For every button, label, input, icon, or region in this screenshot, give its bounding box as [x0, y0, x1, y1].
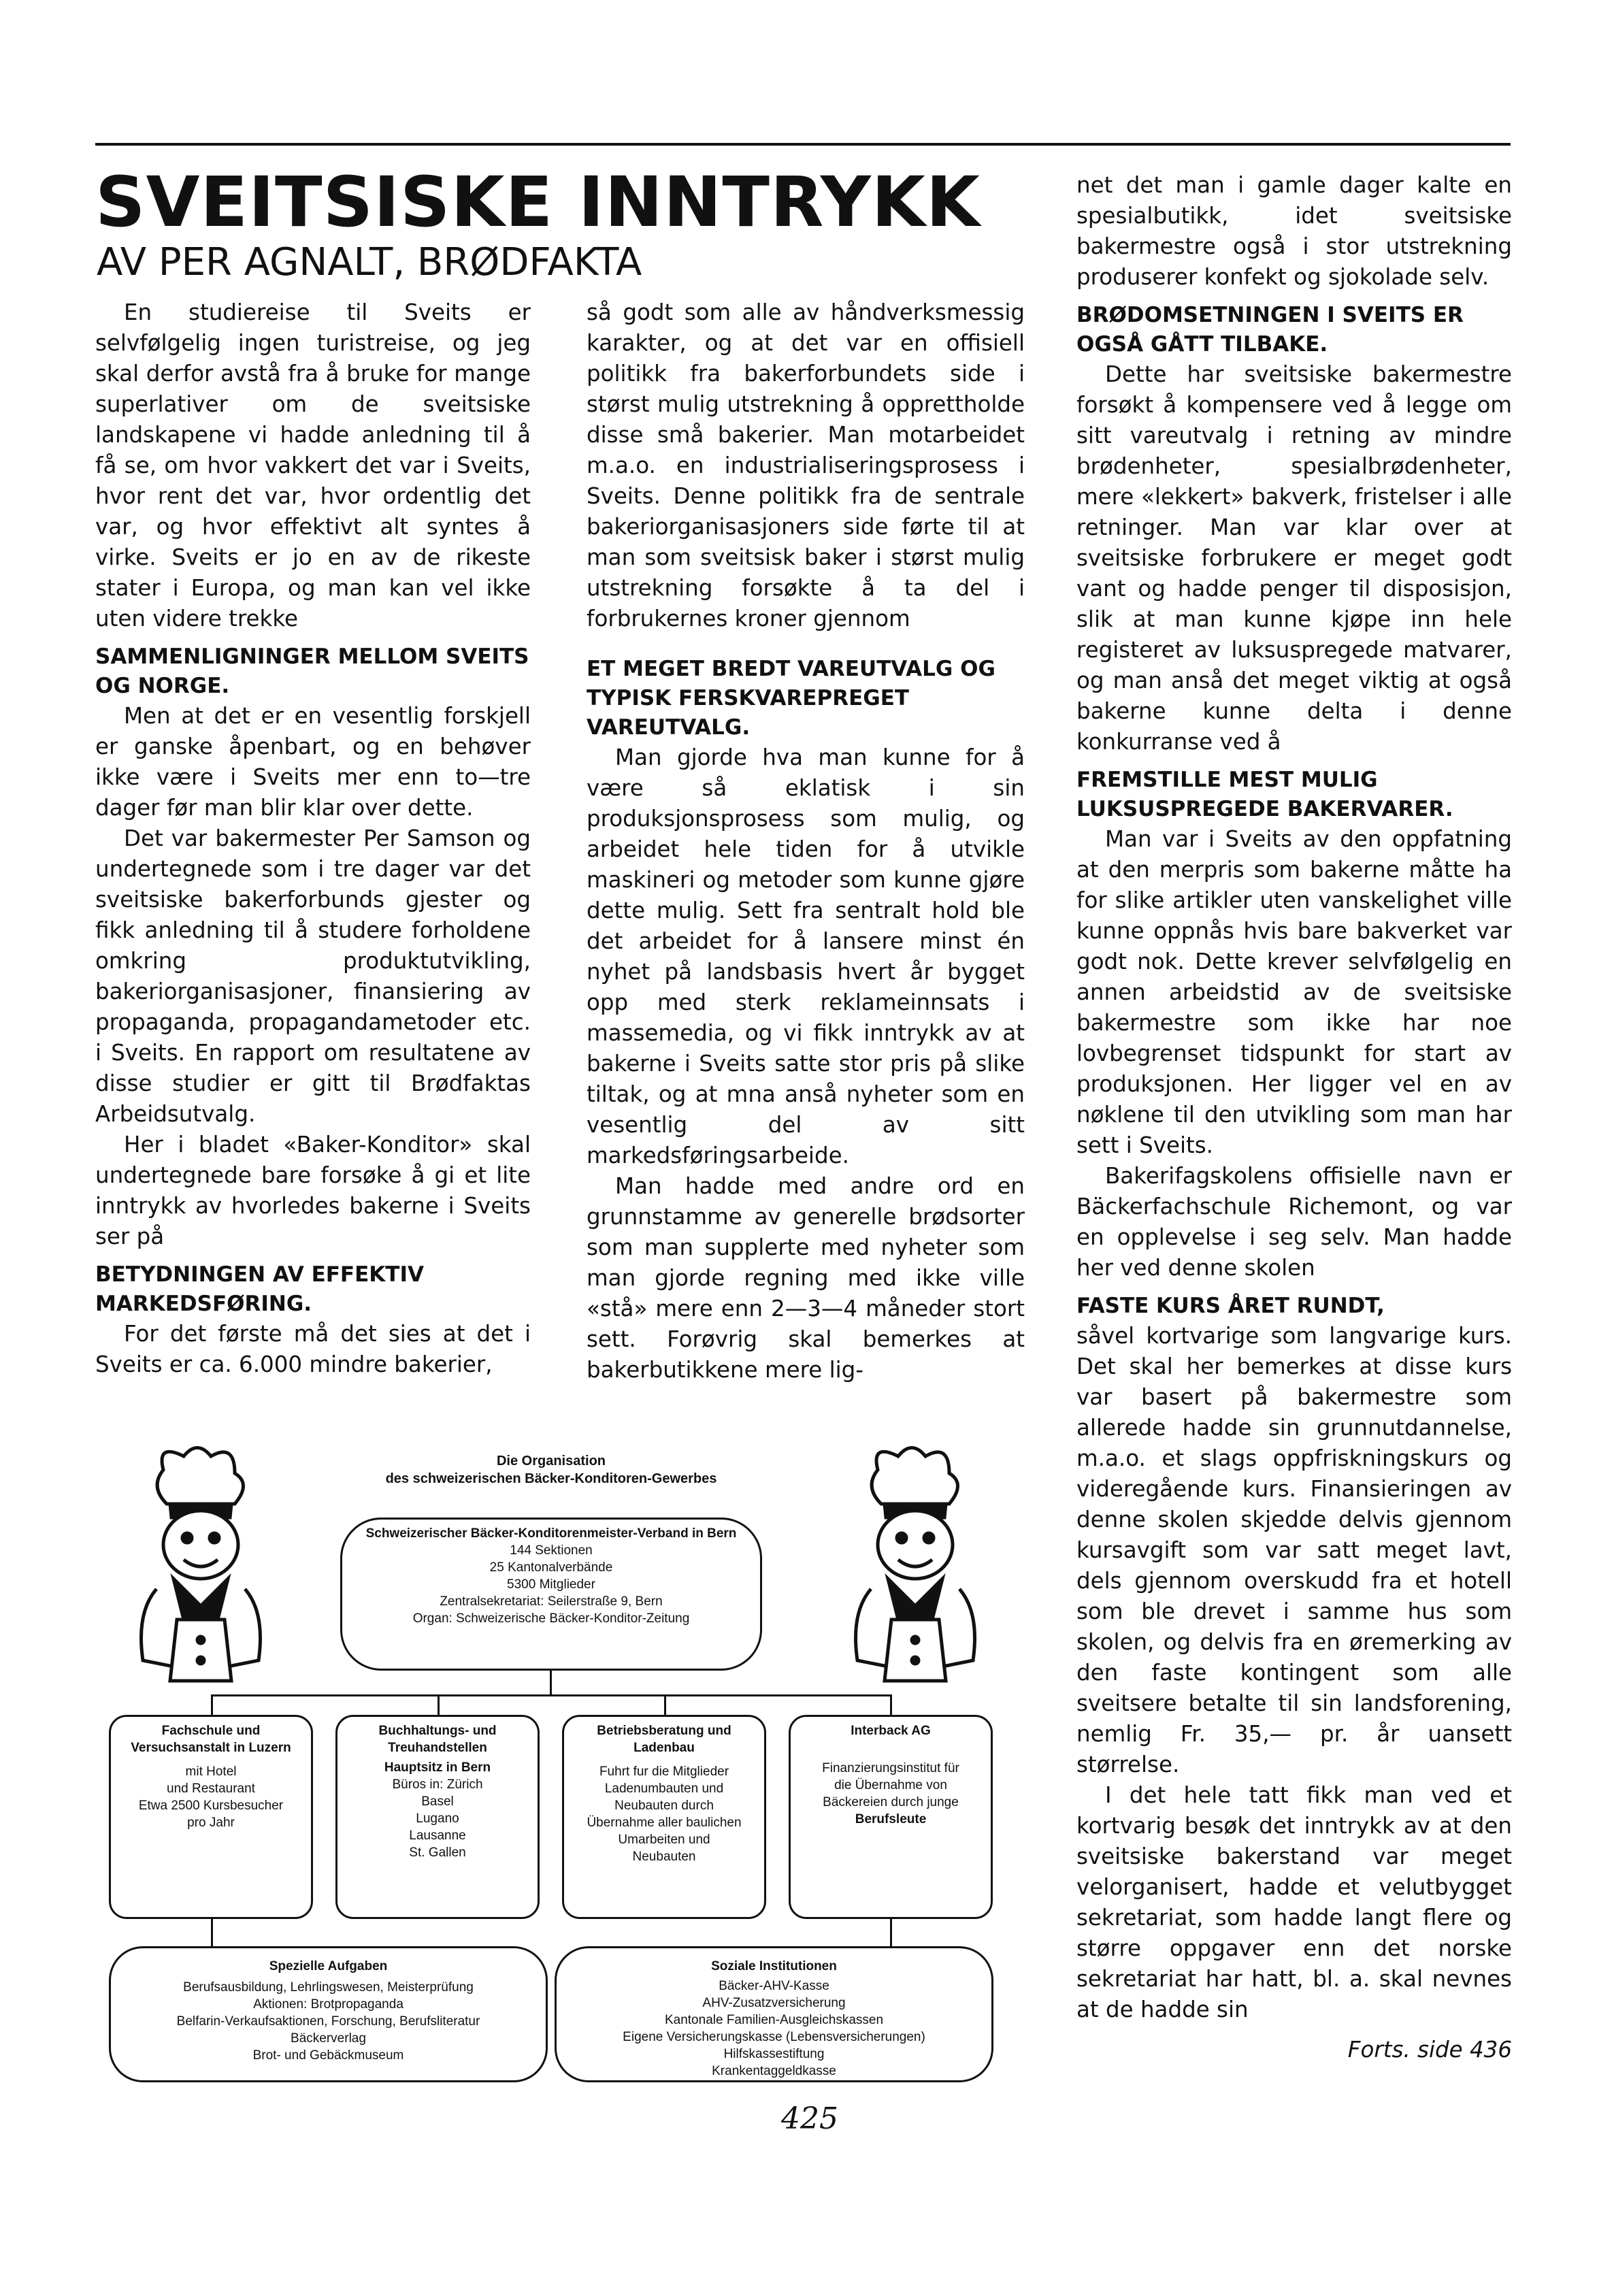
chef-illustration-right: [830, 1443, 1000, 1688]
diagram-heading-line: des schweizerischen Bäcker-Konditoren-Gewerbes: [385, 1471, 717, 1486]
connector-line: [438, 1694, 440, 1715]
section-heading: FREMSTILLE MEST MULIG LUKSUSPREGEDE BAKERVARER.: [1076, 768, 1453, 821]
box-line: Bäckerverlag: [291, 2031, 366, 2046]
paragraph: Man var i Sveits av den oppfatning at den merpris som bakerne måtte ha for slike artikler uten vanskelighet ville kunne oppnås hvis bare bakverket var godt nok. Dette krever selvfølgelig en annen arbeidstid av de sveitsiske bakermestre som ikke har noe lovbegrenset tidspunkt for start av produksjonen. Her ligger vel en av nøklene til den utvikling som man har sett i Sveits.: [1076, 826, 1512, 1158]
paragraph: Det var bakermester Per Samson og undertegnede som i tre dager var det sveitsiske bakerforbunds gjester og fikk anledning til å studere forholdene omkring produktutvikling, bakeriorganisasjoner, finansiering av propaganda, propagandametoder etc. i Sveits. En rapport om resultatene av disse studier er gitt til Brødfaktas Arbeidsutvalg.: [95, 825, 531, 1127]
box-line: Hilfskassestiftung: [723, 2047, 825, 2061]
box-line: Übernahme aller baulichen Umarbeiten und: [587, 1816, 742, 1847]
box-line: AHV-Zusatzversicherung: [702, 1996, 846, 2010]
section-heading: SAMMENLIGNINGER MELLOM SVEITS OG NORGE.: [95, 644, 529, 698]
interback-box: [789, 1715, 993, 1919]
box-title: Spezielle Aufgaben: [269, 1959, 388, 1973]
box-line: Organ: Schweizerische Bäcker-Konditor-Zeitung: [412, 1611, 690, 1626]
connector-line: [211, 1694, 213, 1715]
paragraph: Bakerifagskolens offisielle navn er Bäckerfachschule Richemont, og var en opplevelse i seg selv. Man hadde her ved denne skolen: [1076, 1163, 1512, 1281]
box-line: pro Jahr: [187, 1816, 235, 1830]
box-line: Kantonale Familien-Ausgleichskassen: [664, 2013, 884, 2027]
box-line: Belfarin-Verkaufsaktionen, Forschung, Berufsliteratur: [176, 2014, 480, 2029]
section-heading: FASTE KURS ÅRET RUNDT,: [1076, 1294, 1385, 1318]
box-title: Schweizerischer Bäcker-Konditorenmeister-Verband in Bern: [365, 1526, 737, 1541]
soziale-institutionen-box: [555, 1946, 993, 2082]
box-line: Berufsleute: [855, 1812, 927, 1826]
box-title: Soziale Institutionen: [711, 1959, 837, 1973]
treuhand-box: [335, 1715, 540, 1919]
connector-line: [211, 1919, 213, 1946]
continued-note: Forts. side 436: [1347, 2037, 1512, 2063]
paragraph: Man hadde med andre ord en grunnstamme av generelle brødsorter som man supplerte med nyheter som man gjorde regning med ikke ville «stå» mere enn 2—3—4 måneder stort sett. Forøvrig skal bemerkes at bakerbutikkene mere lig-: [587, 1173, 1025, 1383]
box-subtitle: Hauptsitz in Bern: [384, 1760, 491, 1775]
box-line: die Übernahme von: [834, 1778, 947, 1792]
spezielle-aufgaben-box: [109, 1946, 548, 2082]
box-line: Finanzierungsinstitut für: [822, 1761, 959, 1775]
connector-line: [890, 1694, 892, 1715]
paragraph: For det første må det sies at det i Sveits er ca. 6.000 mindre bakerier,: [95, 1321, 531, 1377]
paragraph: net det man i gamle dager kalte en spesialbutikk, idet sveitsiske bakermestre også i stor utstrekning produserer konfekt og sjokolade selv.: [1076, 172, 1512, 290]
box-line: Bäcker-AHV-Kasse: [719, 1979, 829, 1993]
paragraph: Men at det er en vesentlig forskjell er ganske åpenbart, og en behøver ikke være i Sveits mer enn to—tre dager før man blir klar over dette.: [95, 703, 531, 821]
box-title: Fachschule und Versuchsanstalt in Luzern: [131, 1724, 291, 1755]
box-line: Zentralsekretariat: Seilerstraße 9, Bern: [440, 1594, 663, 1609]
box-line: Lausanne: [409, 1828, 466, 1843]
box-line: Berufsausbildung, Lehrlingswesen, Meisterprüfung: [183, 1980, 474, 1995]
article-title: SVEITSISKE INNTRYKK: [95, 162, 981, 243]
section-heading: ET MEGET BREDT VAREUTVALG OG TYPISK FERSKVAREPREGET VAREUTVALG.: [587, 657, 995, 740]
section-heading: BRØDOMSETNINGEN I SVEITS ER OGSÅ GÅTT TILBAKE.: [1076, 303, 1464, 357]
connector-line: [550, 1671, 552, 1694]
page-number: 425: [781, 2101, 838, 2136]
box-line: 25 Kantonalverbände: [489, 1560, 613, 1575]
box-line: Bäckereien durch junge: [823, 1795, 959, 1809]
top-rule: [95, 143, 1511, 146]
box-line: mit Hotel: [185, 1765, 237, 1779]
box-line: Eigene Versicherungskasse (Lebensversicherungen): [623, 2030, 925, 2044]
article-subtitle: AV PER AGNALT, BRØDFAKTA: [97, 240, 642, 284]
box-line: Krankentaggeldkasse: [712, 2064, 836, 2078]
box-title: Betriebsberatung und Ladenbau: [597, 1724, 731, 1755]
box-line: Fuhrt fur die Mitglieder: [599, 1765, 729, 1779]
box-line: St. Gallen: [409, 1846, 466, 1860]
diagram-heading: [313, 1452, 789, 1488]
section-heading: BETYDNINGEN AV EFFEKTIV MARKEDSFØRING.: [95, 1262, 424, 1316]
organisation-diagram: [102, 1443, 1000, 2082]
box-line: Aktionen: Brotpropaganda: [253, 1997, 404, 2012]
connector-line: [211, 1694, 891, 1696]
connector-line: [890, 1919, 892, 1946]
box-line: Brot- und Gebäckmuseum: [252, 2048, 404, 2063]
box-line: Lugano: [416, 1811, 459, 1826]
fachschule-box: [109, 1715, 313, 1919]
betriebsberatung-box: [562, 1715, 766, 1919]
paragraph: så godt som alle av håndverksmessig karakter, og at det var en offisiell politikk fra bakerforbundets side i størst mulig utstrekning å opprettholde disse små bakerier. Man motarbeidet m.a.o. en industrialiseringsprosess i Sveits. Denne politikk fra de sentrale bakeriorganisasjoners side førte til at man som sveitsisk baker i størst mulig utstrekning forsøkte å ta del i forbrukernes kroner gjennom: [587, 299, 1025, 632]
diagram-heading-line: Die Organisation: [496, 1454, 606, 1469]
box-title: Buchhaltungs- und Treuhandstellen: [378, 1724, 497, 1755]
box-line: Ladenumbauten und: [604, 1782, 724, 1796]
main-association-box: [340, 1518, 762, 1671]
paragraph: Her i bladet «Baker-Konditor» skal undertegnede bare forsøke å gi et lite inntrykk av hvorledes bakerne i Sveits ser på: [95, 1132, 531, 1249]
column-3: [1076, 170, 1512, 2065]
box-line: 5300 Mitglieder: [507, 1577, 595, 1592]
chef-illustration-left: [116, 1443, 286, 1688]
paragraph: I det hele tatt fikk man ved et kortvarig besøk det inntrykk av at den sveitsiske bakerstand var meget velorganisert, hadde et velutbygget sekretariat, som hadde langt flere og større oppgaver enn det norske sekretariat har hatt, bl. a. skal nevnes at de hadde sin: [1076, 1782, 1512, 2022]
box-line: Basel: [421, 1794, 454, 1809]
box-line: Etwa 2500 Kursbesucher: [138, 1799, 284, 1813]
paragraph: Dette har sveitsiske bakermestre forsøkt å kompensere ved å legge om sitt vareutvalg i retning av mindre brødenheter, spesialbrødenheter, mere «lekkert» bakverk, fristelser i alle retninger. Man var klar over at sveitsiske forbrukere er meget godt vant og hadde penger til disposisjon, slik at man kunne kjøpe inn hele registeret av luksuspregede matvarer, og man anså det meget viktig at også bakerne kunne delta i denne konkurranse ved å: [1076, 361, 1512, 755]
paragraph: Man gjorde hva man kunne for å være så eklatisk i sin produksjonsprosess som mulig, og arbeidet hele tiden for å utvikle maskineri og metoder som kunne gjøre dette mulig. Sett fra sentralt hold ble det arbeidet for å lansere minst én nyhet på landsbasis hvert år bygget opp med sterk reklameinnsats i massemedia, og vi fikk inntrykk av at bakerne i Sveits satte stor pris på slike tiltak, og at mna anså nyheter som en vesentlig del av sitt markedsføringsarbeide.: [587, 744, 1025, 1168]
column-1: [95, 297, 531, 1380]
column-2: [587, 297, 1025, 1385]
connector-line: [664, 1694, 666, 1715]
box-title: Interback AG: [851, 1724, 931, 1738]
box-line: Neubauten durch: [614, 1799, 714, 1813]
paragraph: En studiereise til Sveits er selvfølgelig ingen turistreise, og jeg skal derfor avstå fra å bruke for mange superlativer om de sveitsiske landskapene vi hadde anledning til å få se, om hvor vakkert det var i Sveits, hvor rent det var, hvor ordentlig det var, og hvor effektivt alt syntes å virke. Sveits er jo en av de rikeste stater i Europa, og man kan vel ikke uten videre trekke: [95, 299, 531, 632]
box-line: Büros in: Zürich: [392, 1777, 483, 1792]
box-line: 144 Sektionen: [510, 1543, 593, 1558]
box-line: und Restaurant: [167, 1782, 255, 1796]
box-line: Neubauten: [632, 1850, 696, 1864]
paragraph: såvel kortvarige som langvarige kurs. Det skal her bemerkes at disse kurs var basert på bakermestre som allerede hadde sin grunnutdannelse, m.a.o. et slags oppfriskningskurs og videregående kurs. Finansieringen av denne skolen skjedde delvis gjennom kursavgift som var satt meget lavt, dels gjennom overskudd fra et hotell som ble drevet i samme hus som skolen, og delvis fra en øremerking av den faste kontingent som alle sveitsere betalte til sin landsforening, nemlig Fr. 35,— pr. år uansett størrelse.: [1076, 1323, 1512, 1777]
